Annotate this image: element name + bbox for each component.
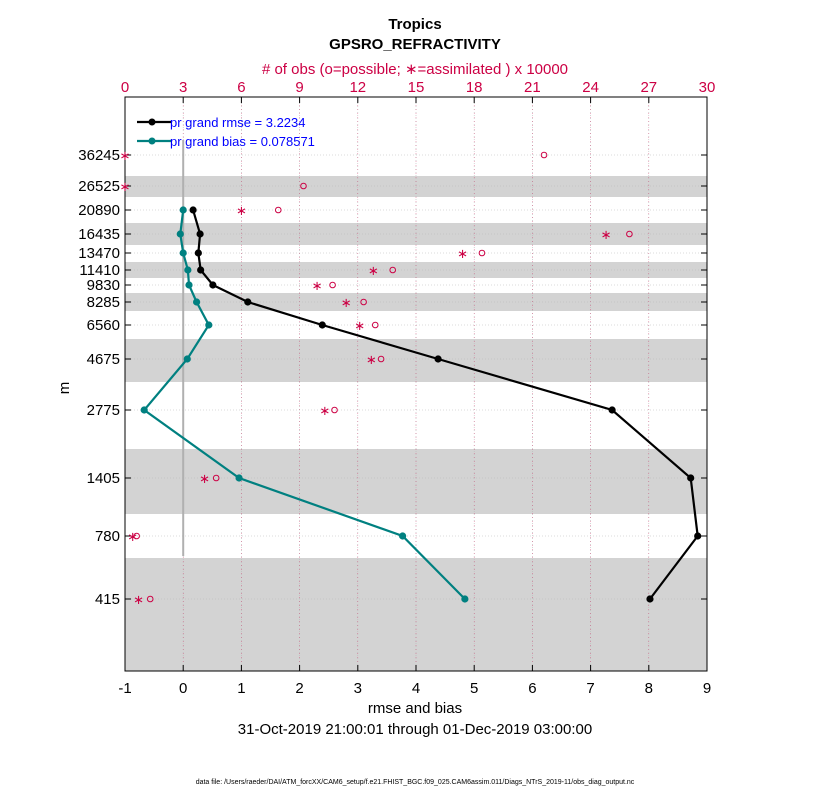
series-1-point-8285	[193, 298, 200, 305]
top-tick-label-30: 30	[698, 79, 716, 96]
x-tick-label-4: 4	[411, 680, 421, 697]
top-tick-label-27: 27	[640, 79, 658, 96]
x-tick-label-0: 0	[179, 680, 188, 697]
y-axis-label: m	[56, 381, 73, 395]
obs-assimilated-9830: ∗	[311, 279, 323, 294]
series-0-point-8285	[244, 298, 251, 305]
y-tick-label-20890: 20890	[78, 202, 120, 219]
y-tick-label-13470: 13470	[78, 245, 120, 262]
series-1-point-1405	[235, 474, 242, 481]
x-tick-label-6: 6	[528, 680, 537, 697]
obs-assimilated-6560: ∗	[354, 319, 366, 334]
top-tick-label-24: 24	[582, 79, 599, 96]
top-tick-label-6: 6	[237, 79, 246, 96]
obs-assimilated-20890: ∗	[235, 204, 247, 219]
series-1-point-2775	[141, 406, 148, 413]
series-0-point-9830	[209, 281, 216, 288]
y-tick-label-1405: 1405	[86, 470, 120, 487]
obs-assimilated-36245: ∗	[119, 149, 131, 164]
series-1-point-780	[399, 532, 406, 539]
obs-assimilated-1405: ∗	[199, 472, 210, 487]
y-tick-label-9830: 9830	[86, 277, 120, 294]
obs-assimilated-4675: ∗	[365, 353, 377, 368]
y-tick-label-16435: 16435	[78, 226, 120, 243]
legend-rmse-marker	[149, 119, 156, 126]
x-tick-label--1: -1	[118, 680, 132, 697]
top-tick-label-0: 0	[120, 79, 130, 96]
top-tick-label-9: 9	[295, 79, 304, 96]
data-file-footer: data file: /Users/raeder/DAI/ATM_forcXX/CAM6_setup/f.e21.FHIST_BGC.f09_025.CAM6assim.011/Diags_NTrS_2019-11/obs_diag_output.nc	[195, 779, 635, 786]
x-axis-label: rmse and bias	[367, 700, 463, 717]
obs-assimilated-415: ∗	[133, 593, 145, 608]
series-0-point-11410	[197, 266, 204, 273]
top-tick-label-3: 3	[179, 79, 188, 96]
series-0-point-4675	[435, 355, 442, 362]
series-0-point-1405	[687, 474, 694, 481]
y-tick-label-11410: 11410	[79, 262, 120, 279]
series-1-point-16435	[177, 230, 184, 237]
series-1-point-4675	[184, 355, 191, 362]
series-1-point-6560	[205, 321, 212, 328]
series-1-point-20890	[180, 206, 187, 213]
y-tick-label-8285: 8285	[86, 294, 120, 311]
series-0-point-13470	[195, 249, 202, 256]
top-tick-label-12: 12	[349, 79, 367, 96]
x-tick-label-8: 8	[644, 680, 653, 697]
x-tick-label-7: 7	[586, 680, 595, 697]
series-1-point-13470	[180, 249, 187, 256]
series-1-point-11410	[184, 266, 191, 273]
x-tick-label-3: 3	[353, 680, 362, 697]
series-0-point-16435	[196, 230, 203, 237]
legend-bias-marker	[149, 138, 156, 145]
obs-assimilated-2775: ∗	[319, 404, 331, 419]
series-1-point-415	[461, 595, 468, 602]
series-0-point-2775	[609, 406, 616, 413]
x-tick-label-5: 5	[470, 680, 479, 697]
y-tick-label-415: 415	[94, 591, 120, 608]
series-1-point-9830	[185, 281, 192, 288]
y-tick-label-780: 780	[94, 528, 120, 545]
series-0-point-6560	[319, 321, 326, 328]
legend-rmse-label: pr grand rmse = 3.2234	[170, 115, 306, 130]
x-tick-label-1: 1	[237, 680, 246, 697]
obs-assimilated-780: ∗	[127, 530, 139, 545]
top-tick-label-18: 18	[465, 79, 483, 96]
top-axis-label: # of obs (o=possible; ∗=assimilated ) x 10000	[261, 61, 569, 78]
y-tick-label-26525: 26525	[78, 178, 120, 195]
x-tick-label-2: 2	[295, 680, 304, 697]
chart-title: Tropics	[388, 16, 442, 33]
legend-bias-label: pr grand bias = 0.078571	[170, 134, 315, 149]
y-tick-label-6560: 6560	[86, 317, 120, 334]
x-tick-label-9: 9	[702, 680, 712, 697]
y-tick-label-4675: 4675	[86, 351, 120, 368]
chart-subtitle: GPSRO_REFRACTIVITY	[329, 36, 501, 53]
obs-assimilated-16435: ∗	[600, 228, 612, 243]
obs-assimilated-8285: ∗	[340, 296, 352, 311]
date-range: 31-Oct-2019 21:00:01 through 01-Dec-2019 03:00:00	[237, 721, 593, 738]
series-0-point-20890	[189, 206, 196, 213]
y-tick-label-36245: 36245	[78, 147, 120, 164]
y-tick-label-2775: 2775	[86, 402, 120, 419]
top-tick-label-15: 15	[407, 79, 425, 96]
obs-assimilated-13470: ∗	[457, 247, 469, 262]
series-0-point-780	[694, 532, 701, 539]
series-0-point-415	[646, 595, 653, 602]
obs-assimilated-26525: ∗	[119, 180, 131, 195]
obs-assimilated-11410: ∗	[367, 264, 379, 279]
top-tick-label-21: 21	[524, 79, 541, 96]
